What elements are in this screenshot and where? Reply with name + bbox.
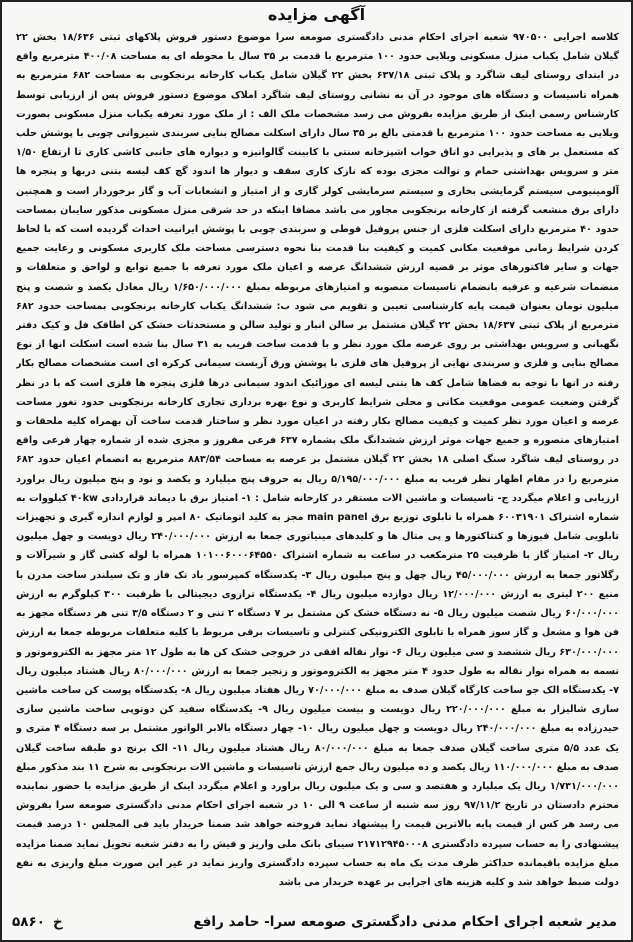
reference-letter: خ: [52, 914, 63, 930]
notice-reference: [12, 914, 63, 930]
signature-line: [12, 910, 617, 934]
signature-text: مدیر شعبه اجرای احکام مدنی دادگستری صومعه سرا- حامد رافع: [193, 914, 617, 930]
notice-title: آگهی مزایده: [267, 5, 366, 24]
notice-body-text: کلاسه اجرایی ۹۷۰۵۰۰ شعبه اجرای احکام مدنی دادگستری صومعه سرا موضوع دستور فروش پلاکهای ثبتی ۱۸/۶۳۶ بخش ۲۲ گیلان شامل یکباب منزل مسکونی ویلایی حدود ۱۰۰ مترمربع با قدمت بر ۳۵ سال با محوطه ای به مساحت ۴۰۰/۰۸ مترمربع واقع در ابتدای روستای لیف شاگرد و پلاک ثبتی ۶۳۷/۱۸ بخش ۲۲ گیلان شامل یکباب کارخانه برنجکوبی به مساحت ۶۸۲ مترمربع به همراه تاسیسات و دستگاه های موجود در آن به نشانی روستای لیف شاگرد املاک موضوع دستور فروش پس از ارزیابی توسط کارشناس رسمی اینک از طریق مزایده بفروش می رسد مشخصات ملک الف : از ملک مورد تعرفه یکباب منزل مسکونی بصورت ویلایی به مساحت حدود ۱۰۰ مترمربع با قدمتی بالغ بر ۳۵ سال دارای اسکلت مصالح بنایی سربندی شیروانی چوبی با پوشش حلب که مستعمل بر های و پذیرایی دو اتاق خواب اشپزخانه سنتی با کابینت گالوانیزه و دیواره های جانبی کاشی کاری تا ارتفاع ۱/۵۰ متر و سرویس بهداشتی حمام و توالت مجزی بوده که نازک کاری سقف و دیوار ها اندود گچ کف لیسه بتنی دربها و پنجره ها آلومینیومی سیستم گرمایشی بخاری و سیستم سرمایشی کولر گازی و از امتیاز و انشعابات آب و گاز برخوردار است و همچنین دارای برق منشعب گرفته از کارخانه برنجکوبی مجاور می باشد مضافا اینکه در حد شرقی منزل مسکونی مذکور سایبان بمساحت حدود ۴۰ مترمربع دارای اسکلت فلزی از جنس پروفیل قوطی و سربندی چوبی با پوشش ایرانیت احداث گردیده است که با لحاظ کردن شرایط زمانی موقعیت مکانی کمیت و کیفیت بنا قدمت بنا نحوه دسترسی مساحت ملک کاربری مسکونی و رعایت جمیع جهات و سایر فاکتورهای موثر بر قضیه ارزش ششدانگ عرصه و اعیان ملک مورد تعرفه با جمیع توابع و لواحق و متعلقات و منضمات شرعیه و عرفیه بانضمام تاسیسات منصوبه و امتیازهای مربوطه بمبلغ ۱/۶۵۰/۰۰۰/۰۰۰ ریال معادل یکصد و شصت و پنج میلیون تومان بعنوان قیمت پایه کارشناسی تعیین و تقویم می شود ب: ششدانگ یکباب کارخانه برنجکوبی بمساحت حدود ۶۸۲ مترمربع از پلاک ثبتی ۱۸/۶۳۷ بخش ۲۲ گیلان مشتمل بر سالن انبار و تولید سالن و مستحدثات خشک کن اطاقک فل و کیک دفتر نگهبانی و سرویس بهداشتی بر روی عرصه ملک مورد نظر و با قدمت ساخت قریب به ۳۱ سال بنا شده است اسکلت انها از نوع مصالح بنایی و فلزی و سربندی نهایی از پروفیل های فلزی با پوشش ورق آزبست سیمانی کرکره ای است مشخصات مصالح بکار رفته در انها با توجه به فضاها شامل کف ها بتنی لیسه ای موزائیک اندود سیمانی درها فلزی پنجره ها فلزی است که با در نظر گرفتن وضعیت عمومی موقعیت مکانی و محلی شرایط کاربری و نوع بهره برداری تجاری کارخانه برنجکوبی حدود تغور مساحت عرصه و اعیان مورد نظر کمیت و کیفیت مصالح بکار رفته در اعیان مورد نظر و ساختار قدمت ساخت آن بهمراه کلیه ملحقات و امتیازهای متصوره و جمیع جهات موثر ارزش ششدانگ ملک بشماره ۶۳۷ فرعی مفروز و مجزی شده از شماره چهار فرعی واقع در روستای لیف شاگرد سنگ اصلی ۱۸ بخش ۲۲ گیلان مشتمل بر عرصه به مساحت ۸۸۳/۵۴ مترمربع به انضمام اعیان حدود ۶۸۲ مترمربع را در مقام اظهار نظر قریب به مبلغ ۵/۱۹۵/۰۰۰/۰۰۰ ریال به حروف پنج میلیارد و یکصد و نود و پنج میلیون ریال براورد ارزیابی و اعلام میگردد ج- تاسیسات و ماشین الات مستقر در کارخانه شامل : ۱- امتیاز برق با دیماند قراردادی ۴۰kw کیلووات به شماره اشتراک ۶۰۰۳۱۹۰۱ همراه با تابلوی توزیع برق main panel مجز به کلید اتوماتیک ۸۰ امپر و لوازم اندازه گیری و تجهیزات تابلویی شامل فیوزها و کنتاکتورها و پی متال ها و کلیدهای مینیاتوری جمعا به ارزش ۲۴۰/۰۰۰/۰۰۰ ریال دویست و چهل میلیون ریال ۲- امتیاز گاز با ظرفیت ۲۵ مترمکعب در ساعت به شماره اشتراک ۱۰۱۰۰۶۰۰۰۶۴۵۵۰ همراه با لوله کشی گاز و شیرآلات و رگلاتور جمعا به ارزش ۴۵/۰۰۰/۰۰۰ ریال چهل و پنج میلیون ریال ۳- یکدستگاه کمپرسور باد تک فاز و تک سیلندر ساخت مدرن با منبع ۲۰۰ لیتری به ارزش ۱۲/۰۰۰/۰۰۰ ریال دوازده میلیون ریال ۴- یکدستگاه ترازوی دیجیتالی با ظرفیت ۳۰۰ کیلوگرم به ارزش ۶۰/۰۰۰/۰۰۰ ریال شصت میلیون ریال ۵- نه دستگاه خشک کن مشتمل بر ۷ دستگاه ۲ تنی و ۲ دستگاه ۳/۵ تنی هر دستگاه مجهز به فن هوا و مشعل و گاز سوز همراه با تابلوی الکترونیکی کنترلی و تاسیسات برقی مربوط با کلیه متعلقات مربوطه جمعا به ارزش ۶۳۰/۰۰۰/۰۰۰ ریال ششصد و سی میلیون ریال ۶- نوار نقاله افقی در خروجی خشک کن ها به طول ۱۲ متر مجهز به الکتروموتور و تسمه به همراه نوار نقاله به طول حدود ۴ متر مجهز به الکتروموتور و زنجیر جمعا به ارزش ۸۰/۰۰۰/۰۰۰ ریال هشتاد میلیون ریال ۷- یکدستگاه الک جو ساخت کارگاه گیلان صدف به مبلغ ۷۰/۰۰۰/۰۰۰ ریال هفتاد میلیون ریال ۸- یکدستگاه پوست کن ساخت ماشین سازی شالیزار به مبلغ ۲۲۰/۰۰۰/۰۰۰ ریال دویست و بیست میلیون ریال ۹- یکدستگاه سفید کن دوتوپی ساخت ماشین سازی حیدرزاده به مبلغ ۲۴۰/۰۰۰/۰۰۰ ریال دویست و چهل میلیون ریال ۱۰- چهار دستگاه بالابر الواتور مشتمل بر سه دستگاه ۴ متری و یک عدد ۵/۵ متری ساخت گیلان صدف جمعا به مبلغ ۸۰/۰۰۰/۰۰۰ ریال هشتاد میلیون ریال ۱۱- الک برنج دو طبقه ساخت گیلان صدف به مبلغ ۱۱۰/۰۰۰/۰۰۰ ریال یکصد و ده میلیون ریال جمع ارزش تاسیسات و ماشین الات برنجکوبی به شرح ۱۱ بند مذکور مبلغ ۱/۷۳۱/۰۰۰/۰۰۰ ریال یک میلیارد و هفتصد و سی و یک میلیون ریال براورد و اعلام میگردد اینک از طریق مزایده با حضور نماینده محترم دادستان در تاریخ ۹۷/۱۱/۲ روز سه شنبه از ساعت ۹ الی ۱۰ در شعبه اجرای احکام مدنی دادگستری صومعه سرا بفروش می رسد هر کس از قیمت پایه بالاترین قیمت را پیشنهاد نماید فروخته خواهد شد ضمنا خریدار باید فی المجلس ۱۰ درصد قیمت پیشنهادی را به حساب سپرده دادگستری ۲۱۷۱۲۹۴۵۰۰۰۸ سیبای بانک ملی واریز و فیش را به دفتر شعبه تحویل نماید ضمنا مزایده مبلغ مزایده باقیمانده حداکثر ظرف مدت یک ماه به حساب سپرده دادگستری واریز نماید در غیر این صورت مبلغ واریزی به نفع دولت ضبط خواهد شد و کلیه هزینه های اجرایی بر عهده خریدار می باشد: [16, 32, 619, 888]
reference-number: ۵۸۶۰: [12, 914, 45, 930]
notice-body: [16, 28, 619, 906]
